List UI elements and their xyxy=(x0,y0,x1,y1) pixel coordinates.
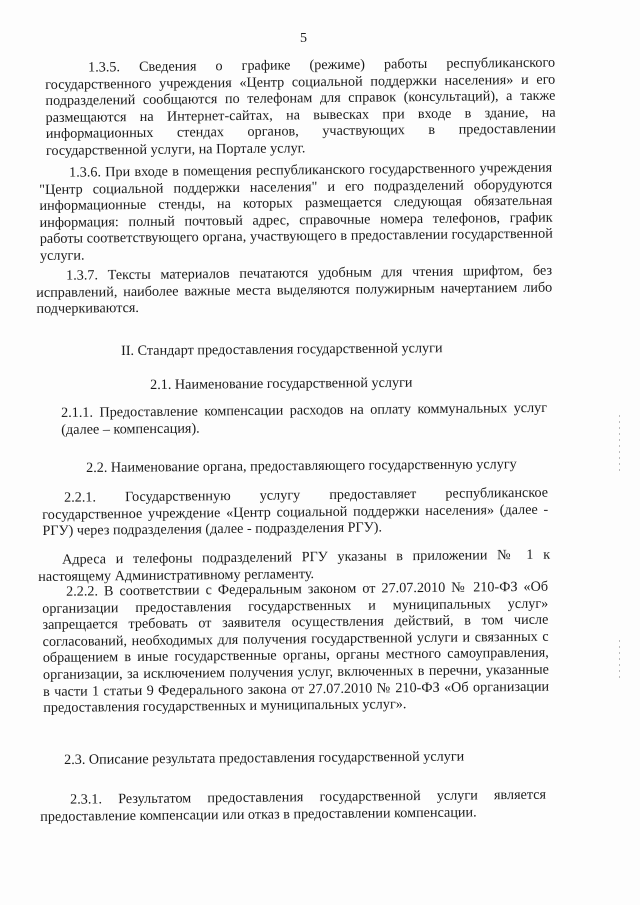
section-2-heading: II. Стандарт предоставления государственной услуги xyxy=(121,340,443,359)
paragraph-2-1-1: 2.1.1. Предоставление компенсации расходов на оплату коммунальных услуг (далее – компенсация). xyxy=(61,399,548,438)
subsection-2-3-heading: 2.3. Описание результата предоставления государственной услуги xyxy=(64,748,465,768)
paragraph-2-3-1: 2.3.1. Результатом предоставления государственной услуги является предоставление компенсации или отказ в предоставлении компенсации. xyxy=(40,786,547,825)
scan-edge-mark xyxy=(619,415,620,475)
paragraph-2-2-2: 2.2.2. В соответствии с Федеральным законом от 27.07.2010 № 210-ФЗ «Об организации предоставления государственных и муниципальных услуг» запрещается требовать от заявителя осуществления действий, в том числе согласований, необходимых для получения государственной услуги и связанных с обращением в иные государственные органы, органы местного самоуправления, организации, за исключением получения услуг, включенных в перечни, указанные в части 1 статьи 9 Федерального закона от 27.07.2010 № 210-ФЗ «Об организации предоставления государственных и муниципальных услуг». xyxy=(42,578,550,717)
scan-edge-mark xyxy=(619,640,620,680)
paragraph-2-2-1: 2.2.1. Государственную услугу предоставляет республиканское государственное учреждение «Центр социальной поддержки населения» (далее - РГУ) через подразделения (далее - подразделения РГУ). xyxy=(42,484,549,540)
subsection-2-1-heading: 2.1. Наименование государственной услуги xyxy=(150,374,413,393)
paragraph-1-3-5: 1.3.5. Сведения о графике (режиме) работы республиканского государственного учреждения «Центр социальной поддержки населения» и его подразделений сообщаются по телефонам для справок (консультаций), а также размещаются на Интернет-сайтах, на вывесках при входе в здание, на информационных стендах органов, участвующих в предоставлении государственной услуги, на Портале услуг. xyxy=(45,54,556,159)
paragraph-1-3-7: 1.3.7. Тексты материалов печатаются удобным для чтения шрифтом, без исправлений, наиболее важные места выделяются полужирным начертанием либо подчеркиваются. xyxy=(36,262,553,318)
page-number: 5 xyxy=(300,31,307,46)
paragraph-2-2-1-addresses: Адреса и телефоны подразделений РГУ указаны в приложении № 1 к настоящему Административному регламенту. xyxy=(38,546,551,585)
paragraph-1-3-6: 1.3.6. При входе в помещения республиканского государственного учреждения "Центр социальной поддержки населения" и его подразделений оборудуются информационные стенды, на которых размещается следующая обязательная информация: полный почтовый адрес, справочные номера телефонов, график работы соответствующего органа, участвующего в предоставлении государственной услуги. xyxy=(39,159,553,264)
subsection-2-2-heading: 2.2. Наименование органа, предоставляющего государственную услугу xyxy=(86,456,517,476)
